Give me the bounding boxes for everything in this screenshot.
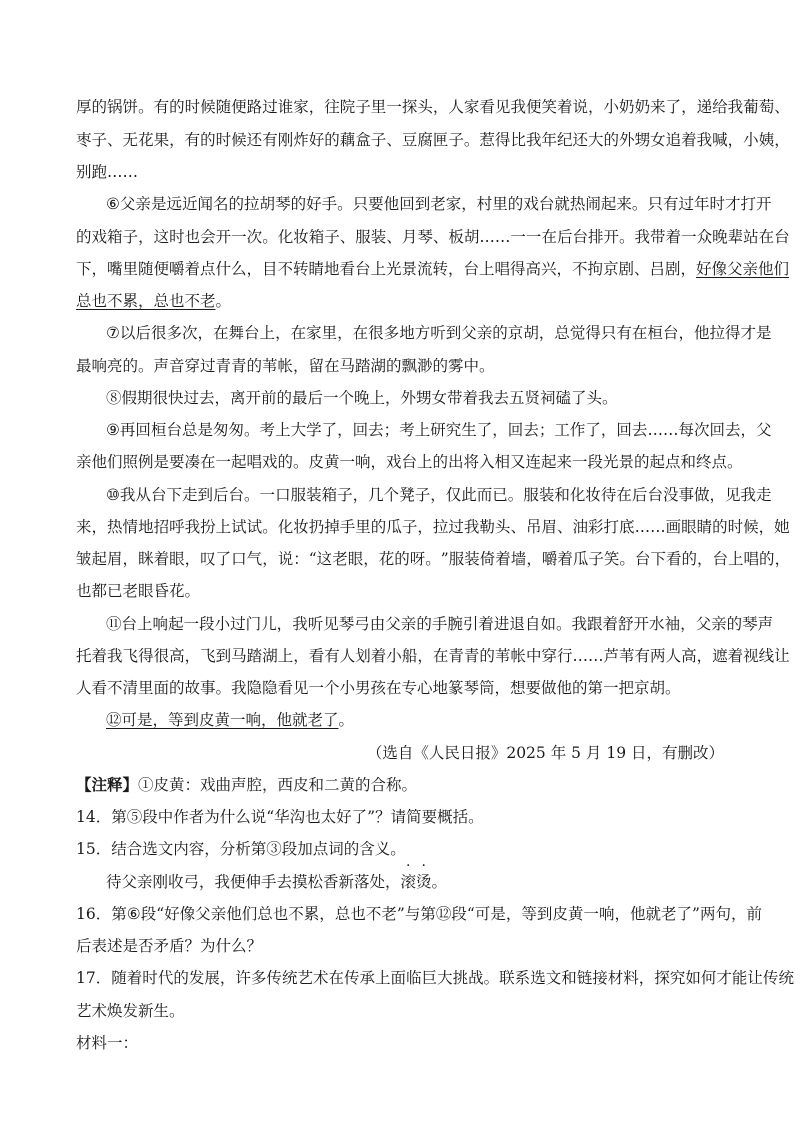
- p6-underlined-b: 总也不累，总也不老: [76, 292, 216, 310]
- note-text: ①皮黄：戏曲声腔，西皮和二黄的合称。: [138, 776, 418, 794]
- p12-underlined: 可是，等到皮黄一响，他就老了: [121, 711, 339, 729]
- p6-line-3: [76, 259, 789, 279]
- source-citation: （选自《人民日报》2025 年 5 月 19 日，有删改）: [366, 744, 724, 762]
- p6-line-4-end: 。: [215, 292, 232, 310]
- p11-line-2: 托 着 我 飞 得 很 高 ， 飞 到 马 踏 湖 上 ， 看 有 人 划 着 小 船 ， 在 青 青 的 苇 帐 中 穿 行 … … 芦 苇 有 两 人 高 ， 遮 着 视 线 让: [76, 647, 790, 665]
- note-line: [76, 775, 417, 795]
- p5-line-3: 别跑……: [76, 163, 139, 181]
- p11-line-3: 人看不清里面的故事。我隐隐看见一个小男孩在专心地篆琴筒，想要做他的第一把京胡。: [76, 679, 681, 697]
- p7-line-2: 最响亮的。声音穿过青青的苇帐，留在马踏湖的飘渺的雾中。: [76, 357, 495, 375]
- p6-underlined-a: 好像父亲他们: [696, 260, 790, 278]
- p11-line-1: ⑪ 台 上 响 起 一 段 小 过 门 儿 ， 我 听 见 琴 弓 由 父 亲 的 手 腕 引 着 进 退 自 如 。 我 跟 着 舒 开 水 袖 ， 父 亲 的 琴 声: [106, 615, 774, 633]
- p6-line-3-text: 下，嘴里随便嚼着点什么，目不转睛地看台上光景流转，台上唱得高兴，不拘京剧、吕剧，: [76, 260, 697, 278]
- q15-quote-end: 。: [431, 873, 448, 891]
- p12-line: [106, 710, 354, 730]
- question-16-line-2: 后表述是否矛盾？为什么？: [76, 937, 263, 955]
- p6-line-4: [76, 291, 231, 311]
- p5-line-2: 枣 子 、 无 花 果 ， 有 的 时 候 还 有 刚 炸 好 的 藕 盒 子 、 豆 腐 匣 子 。 惹 得 比 我 年 纪 还 大 的 外 甥 女 追 着 我 喊 ， 小 姨 ，: [76, 131, 790, 149]
- question-15-quote: [106, 872, 447, 892]
- p12-number: ⑫: [106, 711, 122, 729]
- q15-quote-text: 待父亲刚收弓，我便伸手去摸松香新落处，: [106, 873, 401, 891]
- p10-line-4: 也都已老眼昏花。: [76, 582, 201, 600]
- p10-line-3: 皱 起 眉 ， 眯 着 眼 ， 叹 了 口 气 ， 说 ： “ 这 老 眼 ， 花 的 呀 。 ” 服 装 倚 着 墙 ， 嚼 着 瓜 子 笑 。 台 下 看 的 ， 台 上 唱 的 ，: [76, 550, 791, 568]
- p8-line-1: ⑧假期很快过去，离开前的最后一个晚上，外甥女带着我去五贤祠磕了头。: [106, 389, 618, 407]
- question-14: 14．第⑤段中作者为什么说“华沟也太好了”？请简要概括。: [76, 808, 484, 826]
- question-16-line-1: 1 6 ． 第 ⑥ 段 “ 好 像 父 亲 他 们 总 也 不 累 ， 总 也 不 老 ” 与 第 ⑫ 段 “ 可 是 ， 等 到 皮 黄 一 响 ， 他 就 老 了 ” 两 句 ， 前: [76, 905, 763, 923]
- question-17-line-2: 艺术焕发新生。: [76, 1002, 185, 1020]
- p12-end: 。: [338, 711, 355, 729]
- p10-line-2: 来 ， 热 情 地 招 呼 我 扮 上 试 试 。 化 妆 扔 掉 手 里 的 瓜 子 ， 拉 过 我 勒 头 、 吊 眉 、 油 彩 打 底 … … 画 眼 睛 的 时 候 ， 她: [76, 518, 790, 536]
- note-label: 【注释】: [76, 775, 139, 794]
- material-1-label: 材料一：: [76, 1034, 139, 1052]
- question-15: 15．结合选文内容，分析第③段加点词的含义。: [76, 840, 406, 858]
- p7-line-1: ⑦ 以 后 很 多 次 ， 在 舞 台 上 ， 在 家 里 ， 在 很 多 地 方 听 到 父 亲 的 京 胡 ， 总 觉 得 只 有 在 桓 台 ， 他 拉 得 才 是: [106, 324, 772, 342]
- p6-line-1: ⑥ 父 亲 是 远 近 闻 名 的 拉 胡 琴 的 好 手 。 只 要 他 回 到 老 家 ， 村 里 的 戏 台 就 热 闹 起 来 。 只 有 过 年 时 才 打 开: [106, 195, 772, 213]
- q15-dotted-char-1: 滚: [400, 873, 417, 891]
- p6-line-2: 的 戏 箱 子 ， 这 时 也 会 开 一 次 。 化 妆 箱 子 、 服 装 、 月 琴 、 板 胡 … … 一 一 在 后 台 排 开 。 我 带 着 一 众 晚 辈 站 在 台: [76, 228, 790, 246]
- p9-line-1: ⑨ 再 回 桓 台 总 是 匆 匆 。 考 上 大 学 了 ， 回 去 ； 考 上 研 究 生 了 ， 回 去 ； 工 作 了 ， 回 去 … … 每 次 回 去 ， 父: [106, 421, 772, 439]
- q15-dotted-char-2: 烫: [416, 873, 432, 891]
- p10-line-1: ⑩ 我 从 台 下 走 到 后 台 。 一 口 服 装 箱 子 ， 几 个 凳 子 ， 仅 此 而 已 。 服 装 和 化 妆 待 在 后 台 没 事 做 ， 见 我 走: [106, 486, 772, 504]
- p9-line-2: 亲他们照例是要凑在一起唱戏的。皮黄一响，戏台上的出将入相又连起来一段光景的起点和终点。: [76, 453, 743, 471]
- p5-line-1: 厚 的 锅 饼 。 有 的 时 候 随 便 路 过 谁 家 ， 往 院 子 里 一 探 头 ， 人 家 看 见 我 便 笑 着 说 ， 小 奶 奶 来 了 ， 递 给 我 葡 萄 、: [76, 98, 790, 116]
- question-17-line-1: 1 7 ． 随 着 时 代 的 发 展 ， 许 多 传 统 艺 术 在 传 承 上 面 临 巨 大 挑 战 。 联 系 选 文 和 链 接 材 料 ， 探 究 如 何 才 能 让 传 统: [76, 969, 794, 987]
